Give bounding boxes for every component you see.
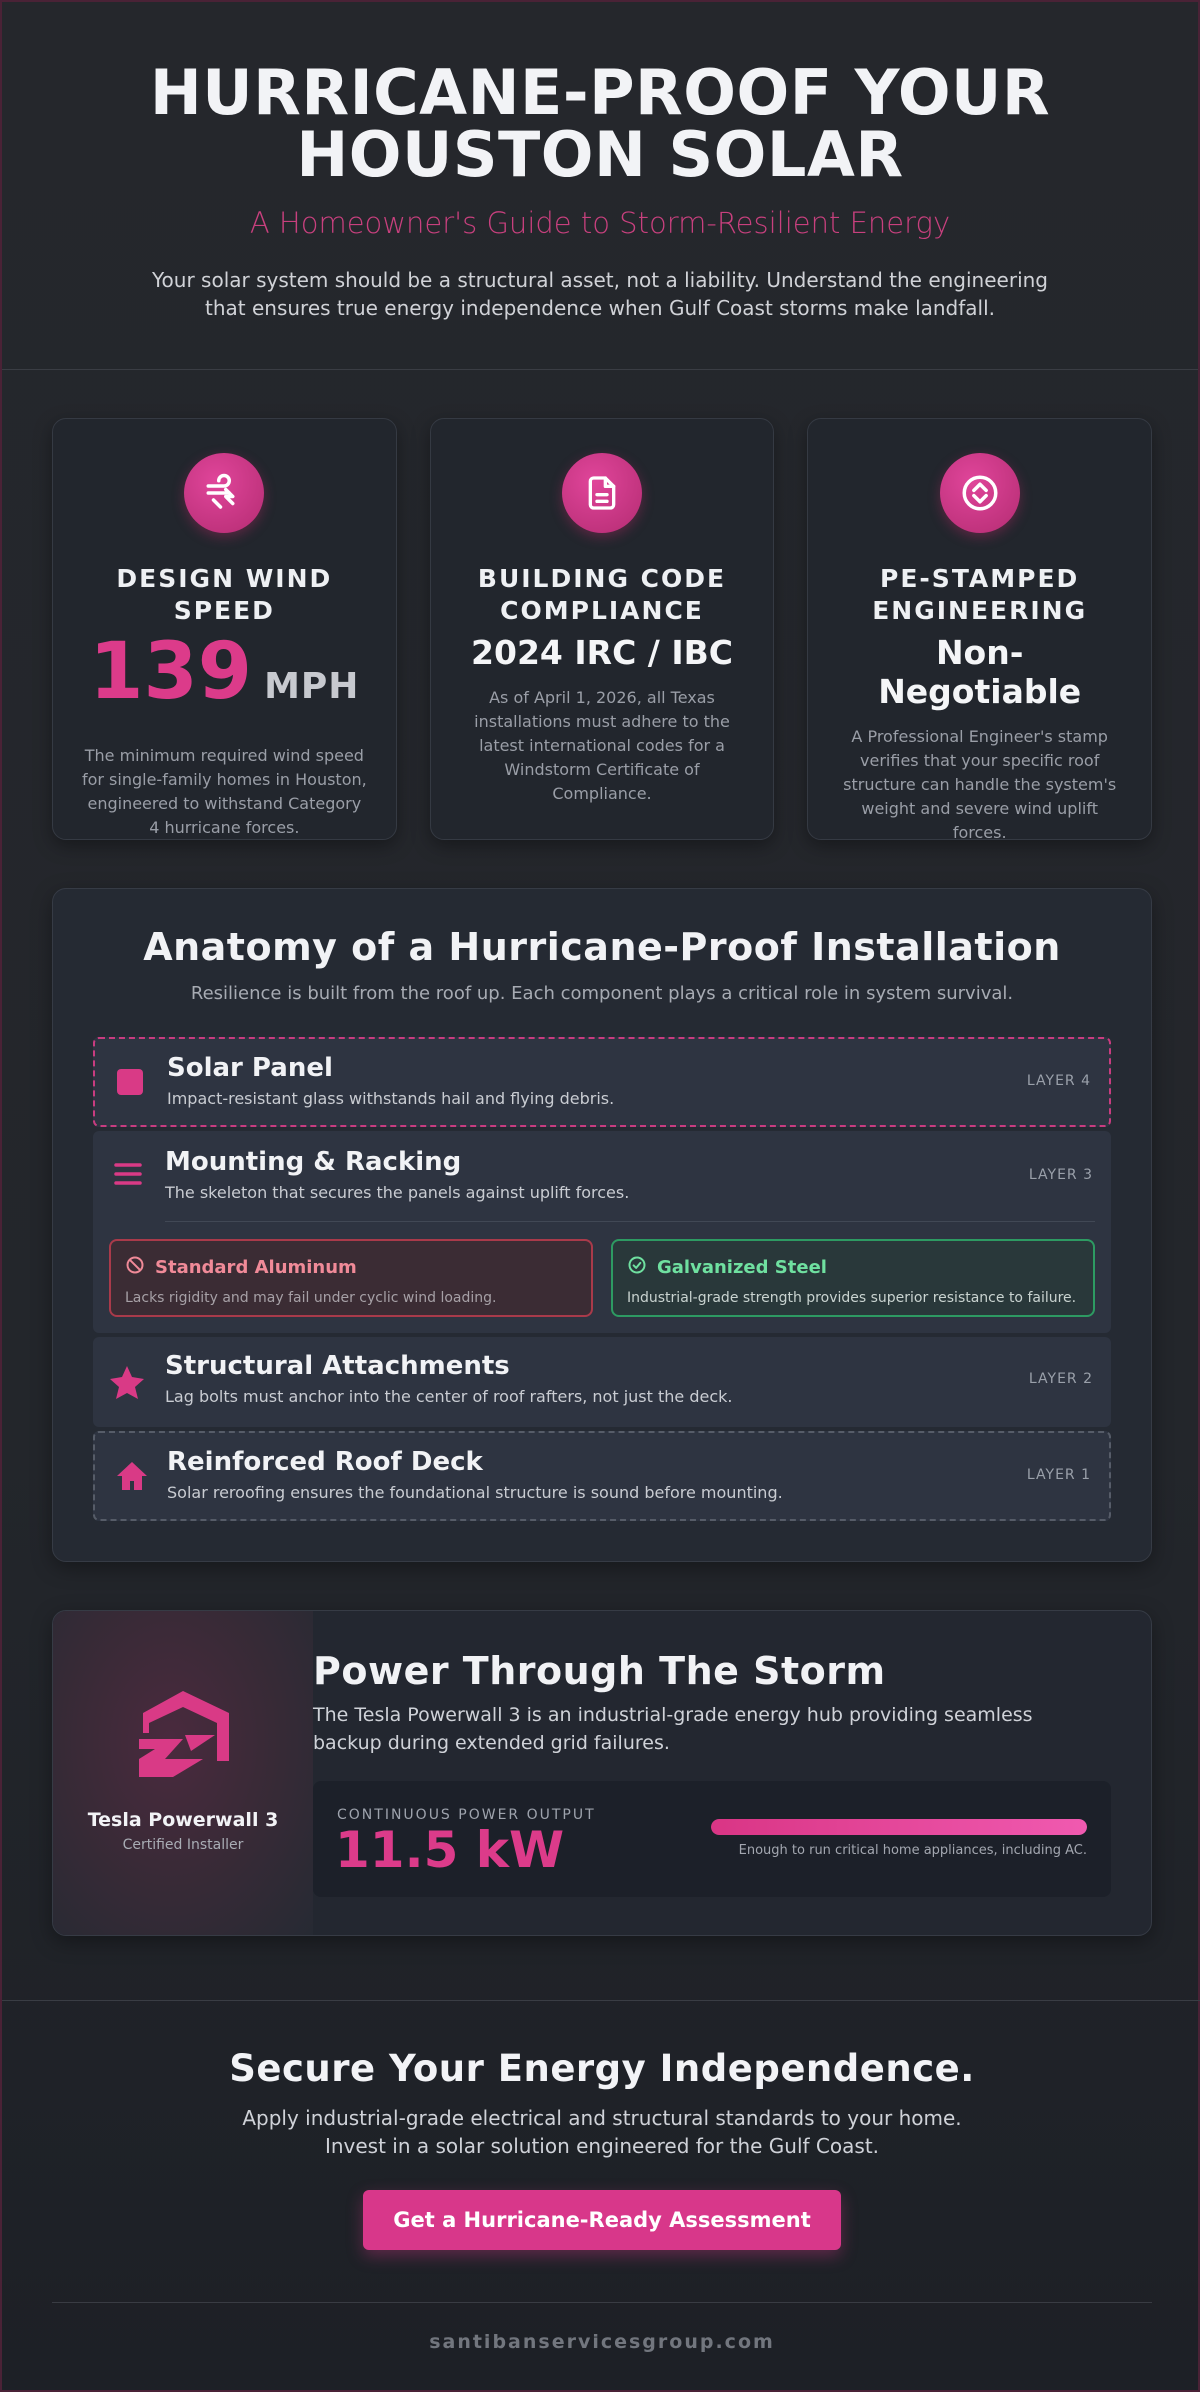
- stat-label: PE-STAMPED ENGINEERING: [872, 564, 1088, 625]
- power-output-value: 11.5 kW: [335, 1821, 565, 1879]
- site-link[interactable]: santibanservicesgroup.com: [429, 2331, 775, 2353]
- powerwall-section: [52, 1610, 1152, 1936]
- layer-title: Structural Attachments: [165, 1351, 510, 1381]
- stat-label: BUILDING CODE COMPLIANCE: [477, 564, 727, 625]
- house-icon: [115, 1459, 149, 1493]
- stat-value: 2024 IRC / IBC: [471, 633, 733, 672]
- power-output-bar: [711, 1819, 1087, 1835]
- layer-structural-attachments: [93, 1337, 1111, 1427]
- powerwall-name: Tesla Powerwall 3: [87, 1809, 279, 1831]
- panel-square-icon: [115, 1067, 145, 1097]
- layer-description: Lag bolts must anchor into the center of roof rafters, not just the deck.: [165, 1387, 733, 1406]
- layer-title: Reinforced Roof Deck: [167, 1447, 483, 1477]
- layer-description: Solar reroofing ensures the foundational structure is sound before mounting.: [167, 1483, 783, 1502]
- stat-description: A Professional Engineer's stamp verifies that your specific roof structure can handle the system's weight and severe wind uplift forces.: [843, 727, 1117, 842]
- racking-bars-icon: [113, 1159, 143, 1189]
- powerwall-description: The Tesla Powerwall 3 is an industrial-grade energy hub providing seamless backup during extended grid failures.: [313, 1704, 1033, 1754]
- anatomy-subtitle: Resilience is built from the roof up. Each component plays a critical role in system survival.: [190, 983, 1014, 1004]
- cta-description: Apply industrial-grade electrical and structural standards to your home. Invest in a solar solution engineered for the Gulf Coast.: [242, 2106, 962, 2158]
- stat-description: As of April 1, 2026, all Texas installations must adhere to the latest international codes for a Windstorm Certificate of Compliance.: [474, 688, 730, 803]
- power-output-note: Enough to run critical home appliances, including AC.: [738, 1843, 1087, 1858]
- layer-solar-panel: [93, 1037, 1111, 1127]
- wind-bolt-icon: [184, 453, 264, 533]
- comparison-title: [627, 1255, 1079, 1280]
- anatomy-title: Anatomy of a Hurricane-Proof Installation: [143, 925, 1061, 969]
- stat-label: DESIGN WIND SPEED: [116, 564, 333, 625]
- cta-section: [2, 2000, 1200, 2392]
- hero-title-line2: HOUSTON SOLAR: [296, 118, 904, 191]
- layer-title: Solar Panel: [167, 1053, 333, 1083]
- check-circle-icon: [627, 1255, 647, 1280]
- layer-tag: LAYER 2: [1028, 1371, 1093, 1387]
- prohibited-icon: [125, 1255, 145, 1280]
- layer-roof-deck: [93, 1431, 1111, 1521]
- stat-card-pe-engineering: [807, 418, 1152, 840]
- assessment-button[interactable]: Get a Hurricane-Ready Assessment: [363, 2190, 841, 2250]
- comparison-description: Lacks rigidity and may fail under cyclic wind loading.: [125, 1290, 497, 1306]
- powerwall-title: Power Through The Storm: [313, 1649, 886, 1693]
- powerwall-logo-icon: [133, 1691, 233, 1777]
- layer-tag: LAYER 1: [1026, 1467, 1091, 1483]
- anatomy-section: [52, 888, 1152, 1562]
- layer-description: The skeleton that secures the panels against uplift forces.: [165, 1183, 630, 1202]
- layer-tag: LAYER 3: [1028, 1167, 1093, 1183]
- hero-title-line1: HURRICANE-PROOF YOUR: [149, 56, 1051, 129]
- powerwall-brand-panel: [53, 1611, 313, 1936]
- layer-tag: LAYER 4: [1026, 1073, 1091, 1089]
- document-icon: [562, 453, 642, 533]
- hero-section: [2, 2, 1198, 370]
- stat-card-wind-speed: [52, 418, 397, 840]
- cta-title: Secure Your Energy Independence.: [229, 2047, 975, 2090]
- layer-description: Impact-resistant glass withstands hail and flying debris.: [167, 1089, 615, 1108]
- comparison-title-text: Standard Aluminum: [155, 1257, 357, 1278]
- comparison-title-text: Galvanized Steel: [657, 1257, 827, 1278]
- stat-description: The minimum required wind speed for single-family homes in Houston, engineered to withstand Category 4 hurricane forces.: [81, 746, 367, 837]
- stat-unit: MPH: [264, 666, 360, 707]
- comparison-galvanized-steel: [611, 1239, 1095, 1317]
- hero-subtitle: A Homeowner's Guide to Storm-Resilient Energy: [249, 206, 951, 240]
- engineering-seal-icon: [940, 453, 1020, 533]
- layer-title: Mounting & Racking: [165, 1147, 462, 1177]
- powerwall-badge: Certified Installer: [122, 1837, 244, 1853]
- anchor-star-icon: [107, 1363, 147, 1403]
- comparison-title: [125, 1255, 577, 1280]
- power-output-panel: [313, 1781, 1111, 1897]
- layer-divider: [165, 1221, 1095, 1222]
- stat-value: Non-Negotiable: [878, 633, 1082, 711]
- power-output-bar-fill: [711, 1819, 1087, 1835]
- stats-row: [52, 418, 1152, 840]
- power-output-label: CONTINUOUS POWER OUTPUT: [337, 1807, 596, 1823]
- stat-value: [81, 629, 368, 730]
- layer-mounting-racking: [93, 1131, 1111, 1333]
- stat-number: 139: [89, 627, 253, 717]
- hero-title: [2, 56, 1198, 191]
- stat-card-building-code: [430, 418, 775, 840]
- comparison-description: Industrial-grade strength provides superior resistance to failure.: [627, 1290, 1077, 1306]
- footer-divider: [52, 2302, 1152, 2303]
- comparison-standard-aluminum: [109, 1239, 593, 1317]
- hero-description: Your solar system should be a structural asset, not a liability. Understand the engineering that ensures true energy independence when Gulf Coast storms make landfall.: [151, 268, 1048, 320]
